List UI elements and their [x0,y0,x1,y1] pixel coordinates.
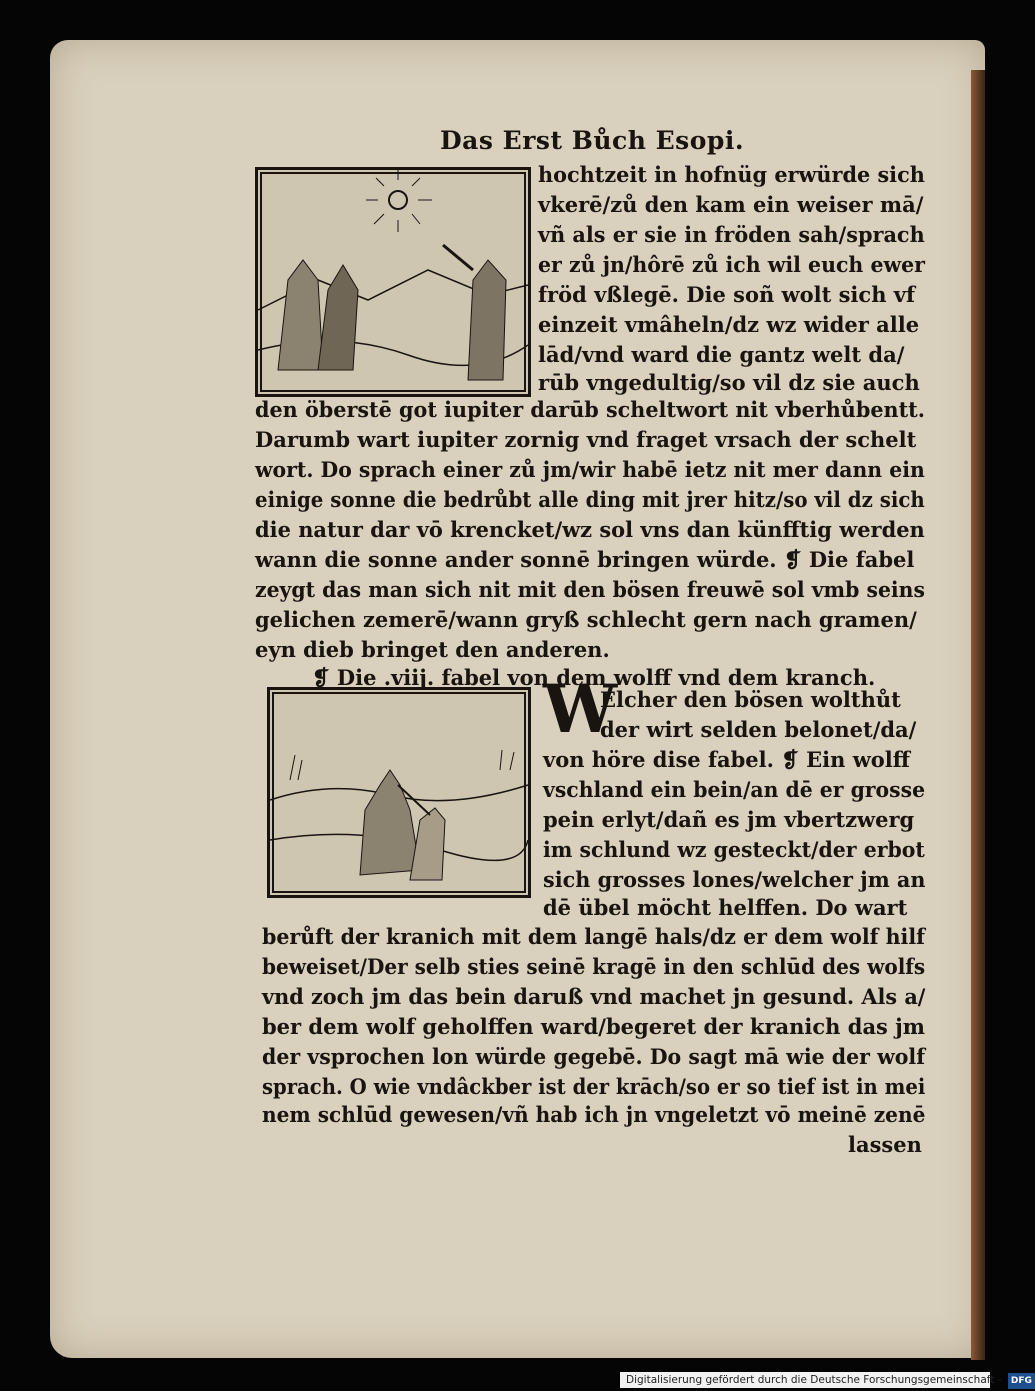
dfg-logo-icon[interactable]: DFG [1008,1373,1035,1389]
text-line: der wirt selden belonet/da/ [600,717,917,742]
initial-letter: W [543,670,618,748]
text-line: beweiset/Der selb sties seinē kragē in den schlūd des wolfs [262,954,926,979]
footer-text: Digitalisierung gefördert durch die Deutsche Forschungsgemeinschaft - [626,1374,1002,1386]
text-line: ber dem wolf geholffen ward/begeret der kranich das jm [262,1014,925,1039]
text-line: rūb vngedultig/so vil dz sie auch [538,370,920,395]
woodcut-wolf-crane [267,687,531,898]
text-line: wort. Do sprach einer zů jm/wir habē ietz nit mer dann ein [255,457,925,482]
text-line: sich grosses lones/welcher jm an [543,867,926,892]
text-line: fröd vßlegē. Die soñ wolt sich vf [538,282,916,307]
text-line: eyn dieb bringet den anderen. [255,637,610,662]
digitization-footer [620,1372,1032,1388]
catchword: lassen [848,1132,922,1157]
running-title: Das Erst Bůch Esopi. [440,126,745,155]
text-line: den öberstē got iupiter darūb scheltwort nit vberhůbentt. [255,397,925,422]
woodcut-sun-figures-illustration [258,170,528,394]
text-line: gelichen zemerē/wann gryß schlecht gern nach gramen/ [255,607,917,632]
text-line: vnd zoch jm das bein daruß vnd machet jn gesund. Als a/ [262,984,926,1009]
book-spine-edge [971,70,985,1360]
text-line: pein erlyt/dañ es jm vbertzwerg [543,807,915,832]
text-line: sprach. O wie vndâckber ist der krāch/so er so tief ist in mei [262,1074,926,1099]
text-line: im schlund wz gesteckt/der erbot [543,837,925,862]
text-line: vkerē/zů den kam ein weiser mā/ [538,192,924,217]
text-line: lād/vnd ward die gantz welt da/ [538,342,905,367]
fable-heading: ❡ Die .viij. fabel von dem wolff vnd dem kranch. [312,665,876,690]
text-line: die natur dar vō krencket/wz sol vns dan künfftig werden [255,517,925,542]
text-line: Darumb wart iupiter zornig vnd fraget vrsach der schelt [255,427,917,452]
text-line: er zů jn/hôrē zů ich wil euch ewer [538,252,925,277]
text-line: von höre dise fabel. ❡ Ein wolff [543,747,911,772]
text-line: hochtzeit in hofnüg erwürde sich [538,162,925,187]
text-line: der vsprochen lon würde gegebē. Do sagt mā wie der wolf [262,1044,926,1069]
text-line: Elcher den bösen wolthůt [600,687,901,712]
text-line: vñ als er sie in fröden sah/sprach [538,222,925,247]
text-line: wann die sonne ander sonnē bringen würde. ❡ Die fabel [255,547,915,572]
text-line: dē übel möcht helffen. Do wart [543,895,908,920]
text-line: zeygt das man sich nit mit den bösen freuwē sol vmb seins [255,577,925,602]
woodcut-wolf-crane-illustration [270,690,528,895]
text-line: einzeit vmâheln/dz wz wider alle [538,312,920,337]
text-line: berůft der kranich mit dem langē hals/dz er dem wolf hilf [262,924,925,949]
text-line: einige sonne die bedrůbt alle ding mit jrer hitz/so vil dz sich [255,487,925,512]
text-line: nem schlūd gewesen/vñ hab ich jn vngeletzt vō meinē zenē [262,1102,926,1127]
text-line: vschland ein bein/an dē er grosse [543,777,926,802]
woodcut-sun-figures [255,167,531,397]
